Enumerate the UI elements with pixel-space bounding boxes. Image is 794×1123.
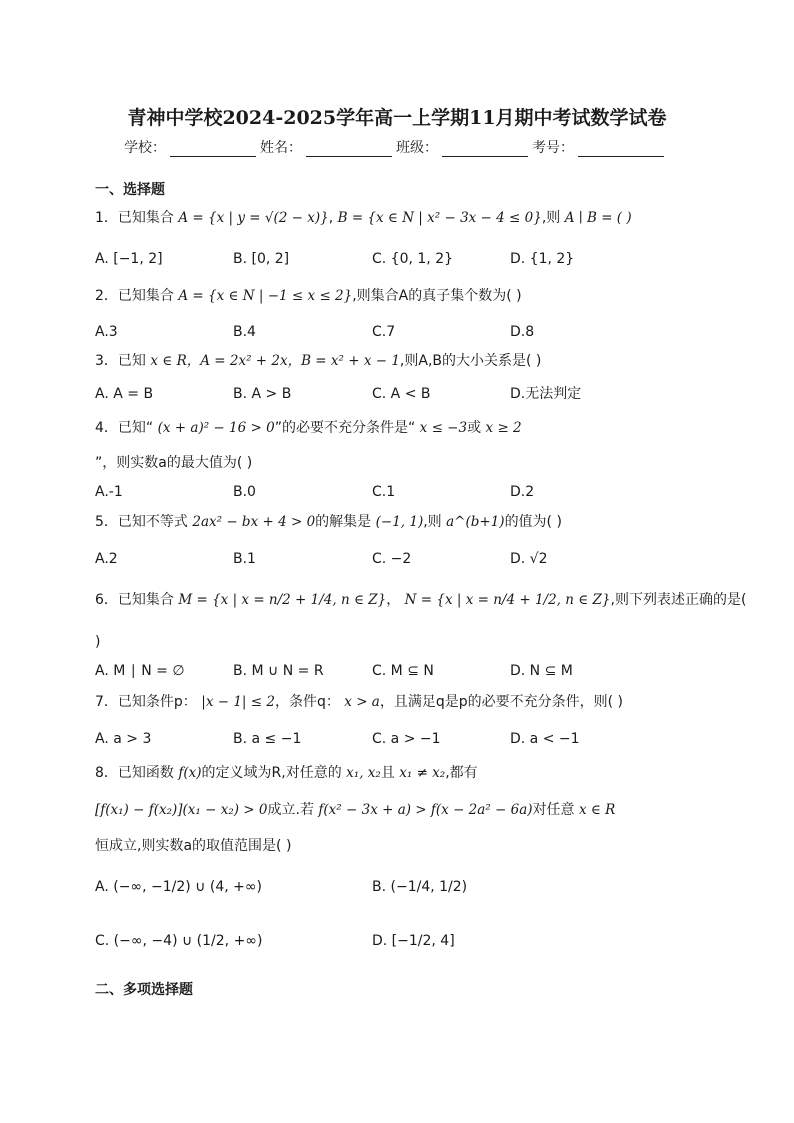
math-expression: x > a	[344, 694, 380, 710]
question-5: 5．已知不等式 2ax² − bx + 4 > 0的解集是 (−1, 1),则 a^(b+1)的值为( )	[95, 514, 562, 530]
math-expression: B = {x ∈ N | x² − 3x − 4 ≤ 0}	[337, 210, 542, 226]
question-1: 1．已知集合 A = {x | y = √(2 − x)}, B = {x ∈ N | x² − 3x − 4 ≤ 0},则 A ∣ B = ( )	[95, 210, 632, 226]
math-expression: A = {x ∈ N | −1 ≤ x ≤ 2}	[178, 288, 353, 304]
option-b[interactable]: B. a ≤ −1	[233, 731, 302, 747]
math-expression: a^(b+1)	[446, 514, 505, 530]
question-6-continued: )	[95, 634, 101, 650]
option-d[interactable]: D.无法判定	[510, 386, 582, 402]
option-a[interactable]: A.3	[95, 324, 118, 340]
math-expression: |x − 1| ≤ 2	[201, 694, 275, 710]
option-d[interactable]: D. N ⊆ M	[510, 663, 573, 679]
option-b[interactable]: B. A > B	[233, 386, 292, 402]
math-expression: x ∈ R，A = 2x² + 2x，B = x² + x − 1	[150, 353, 400, 369]
math-expression: x₁, x₂	[346, 765, 381, 781]
name-blank[interactable]	[306, 142, 392, 157]
math-expression: N = {x | x = n/4 + 1/2, n ∈ Z}	[404, 592, 611, 608]
name-field[interactable]: 姓名：	[260, 137, 392, 157]
option-c[interactable]: C. {0, 1, 2}	[372, 251, 454, 267]
option-b[interactable]: B.1	[233, 551, 256, 567]
option-d[interactable]: D. a < −1	[510, 731, 580, 747]
math-expression: x ≥ 2	[485, 420, 522, 436]
option-c[interactable]: C.1	[372, 484, 396, 500]
option-b[interactable]: B. (−1/4, 1/2)	[372, 879, 468, 895]
option-c[interactable]: C. A < B	[372, 386, 431, 402]
question-8-line-2: [f(x₁) − f(x₂)](x₁ − x₂) > 0成立.若 f(x² − 3x + a) > f(x − 2a² − 6a)对任意 x ∈ R	[95, 802, 616, 818]
question-4-continued: ”，则实数a的最大值为( )	[95, 455, 253, 471]
question-8-line-3: 恒成立,则实数a的取值范围是( )	[95, 838, 292, 854]
option-c[interactable]: C.7	[372, 324, 396, 340]
exam-number-field[interactable]: 考号：	[532, 137, 664, 157]
question-6: 6．已知集合 M = {x | x = n/2 + 1/4, n ∈ Z}， N = {x | x = n/4 + 1/2, n ∈ Z},则下列表述正确的是(	[95, 592, 747, 608]
math-expression: A = {x | y = √(2 − x)}	[178, 210, 329, 226]
option-a[interactable]: A. a > 3	[95, 731, 152, 747]
question-2: 2．已知集合 A = {x ∈ N | −1 ≤ x ≤ 2},则集合A的真子集个数为( )	[95, 288, 522, 304]
question-7: 7．已知条件p： |x − 1| ≤ 2，条件q： x > a，且满足q是p的必要不充分条件，则( )	[95, 694, 624, 710]
math-expression: (x + a)² − 16 > 0	[157, 420, 275, 436]
option-b[interactable]: B.0	[233, 484, 256, 500]
student-info-row	[124, 137, 668, 157]
option-a[interactable]: A. A = B	[95, 386, 154, 402]
class-field[interactable]: 班级：	[396, 137, 528, 157]
school-blank[interactable]	[170, 142, 256, 157]
exam-number-blank[interactable]	[578, 142, 664, 157]
page-title: 青神中学校2024-2025学年高一上学期11月期中考试数学试卷	[127, 107, 667, 129]
option-c[interactable]: C. a > −1	[372, 731, 441, 747]
option-d[interactable]: D. [−1/2, 4]	[372, 933, 455, 949]
option-d[interactable]: D. √2	[510, 551, 548, 567]
option-a[interactable]: A. (−∞, −1/2) ∪ (4, +∞)	[95, 879, 262, 895]
question-4: 4．已知“ (x + a)² − 16 > 0”的必要不充分条件是“ x ≤ −3或 x ≥ 2	[95, 420, 522, 436]
question-3: 3．已知 x ∈ R，A = 2x² + 2x，B = x² + x − 1,则A,B的大小关系是( )	[95, 353, 542, 369]
math-expression: f(x² − 3x + a) > f(x − 2a² − 6a)	[318, 802, 533, 818]
option-d[interactable]: D. {1, 2}	[510, 251, 575, 267]
math-expression: [f(x₁) − f(x₂)](x₁ − x₂) > 0	[95, 802, 268, 818]
math-expression: M = {x | x = n/2 + 1/4, n ∈ Z}	[178, 592, 387, 608]
option-b[interactable]: B. M ∪ N = R	[233, 663, 324, 679]
option-a[interactable]: A.2	[95, 551, 118, 567]
math-expression: x ∈ R	[578, 802, 616, 818]
option-b[interactable]: B.4	[233, 324, 256, 340]
option-c[interactable]: C. −2	[372, 551, 412, 567]
option-c[interactable]: C. M ⊆ N	[372, 663, 434, 679]
math-expression: 2ax² − bx + 4 > 0	[192, 514, 316, 530]
school-field[interactable]: 学校：	[124, 137, 256, 157]
option-d[interactable]: D.8	[510, 324, 535, 340]
option-d[interactable]: D.2	[510, 484, 535, 500]
math-expression: x₁ ≠ x₂	[399, 765, 446, 781]
math-expression: f(x)	[178, 765, 202, 781]
section-heading: 一、选择题	[95, 182, 165, 198]
math-expression: x ≤ −3	[419, 420, 468, 436]
section-heading: 二、多项选择题	[95, 982, 193, 998]
option-a[interactable]: A.-1	[95, 484, 123, 500]
class-blank[interactable]	[442, 142, 528, 157]
option-a[interactable]: A. [−1, 2]	[95, 251, 163, 267]
option-c[interactable]: C. (−∞, −4) ∪ (1/2, +∞)	[95, 933, 263, 949]
math-expression: A ∣ B = ( )	[564, 210, 632, 226]
math-expression: (−1, 1)	[375, 514, 424, 530]
option-a[interactable]: A. M ∣ N = ∅	[95, 663, 185, 679]
option-b[interactable]: B. [0, 2]	[233, 251, 290, 267]
question-8: 8．已知函数 f(x)的定义域为R,对任意的 x₁, x₂且 x₁ ≠ x₂,都有	[95, 765, 478, 781]
